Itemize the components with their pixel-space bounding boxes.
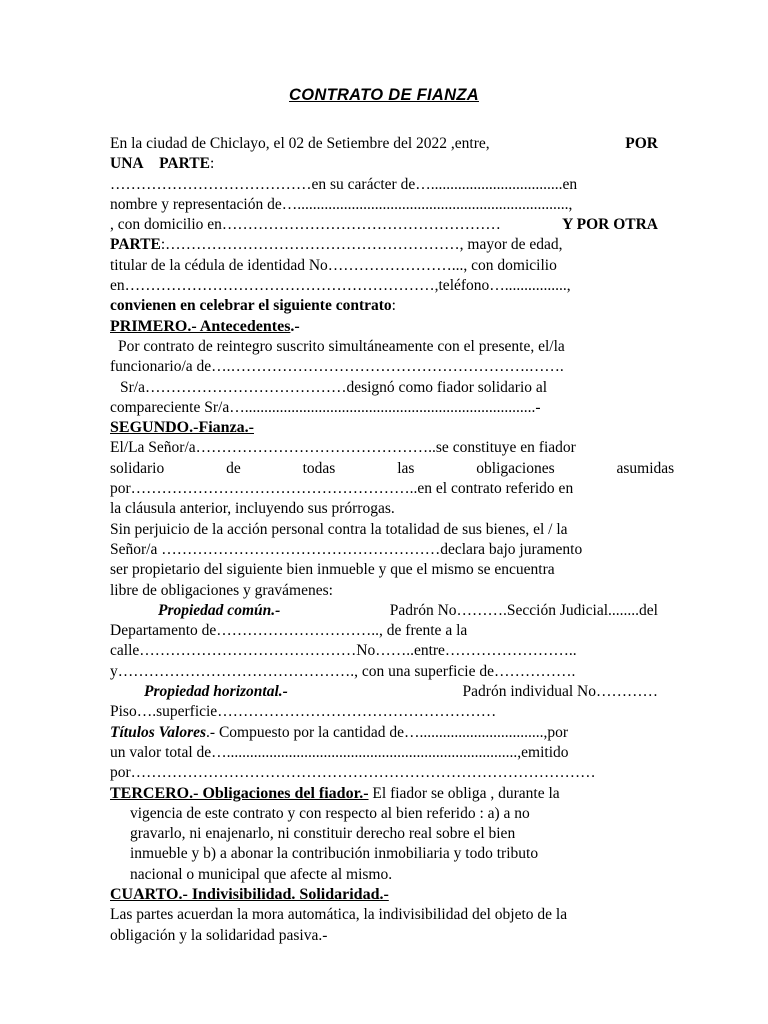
party-line-3 [110,215,658,235]
primero-suffix: .- [290,317,300,335]
segundo-p1-line-4: la cláusula anterior, incluyendo sus prórrogas. [110,500,395,518]
tercero-line-1: El fiador se obliga , durante la [372,784,560,802]
propiedad-horizontal-padron: Padrón individual No………… [462,683,658,701]
propiedad-comun-padron: Padrón No……….Sección Judicial........del [389,601,658,619]
intro-text: En la ciudad de Chiclayo, el 02 de Setiembre del 2022 ,entre, [110,135,490,152]
cuarto-line-2: obligación y la solidaridad pasiva.- [110,926,328,944]
party-line-1: …………………………………en su carácter de…..................................en [110,175,578,193]
intro-por: POR [625,135,658,152]
tercero-line-5: nacional o municipal que afecte al mismo. [130,865,393,883]
document-title: CONTRATO DE FIANZA [289,86,479,104]
segundo-p1-line-1: El/La Señor/a………………………………………..se constituye en fiador [110,439,576,457]
tercero-title: TERCERO.- Obligaciones del fiador.- [110,784,369,802]
party-por-otra: Y POR OTRA [562,216,658,234]
segundo-p1-line-3: por………………………………………………..en el contrato referido en [110,480,574,498]
party-line-7 [110,296,658,316]
segundo-title: SEGUNDO.-Fianza.- [110,419,254,437]
party-parte: PARTE [110,236,161,254]
party-line-2: nombre y representación de…......................................................................, [110,195,573,213]
primero-line-1: Por contrato de reintegro suscrito simultáneamente con el presente, el/la [118,337,565,355]
propiedad-comun-line-1 [110,601,658,621]
cuarto-title: CUARTO.- Indivisibilidad. Solidaridad.- [110,885,389,903]
segundo-p2-line-2: Señor/a ………………………………………………declara bajo juramento [110,540,583,558]
party-domicilio: , con domicilio en……………………………………………… [110,216,501,234]
propiedad-comun-line-3: calle……………………………………No……..entre…………………….. [110,642,577,660]
intro-colon: : [209,155,215,173]
propiedad-horizontal-line-2: Piso….superficie……………………………………………… [110,703,497,721]
intro-parte: PARTE [159,155,210,173]
propiedad-comun-line-4: y………………………………………., con una superficie de……………. [110,662,576,680]
segundo-p1-line-2: solidario de todas las obligaciones asumidas [110,459,675,477]
intro-line-2 [110,154,658,174]
tercero-line-4: inmueble y b) a abonar la contribución inmobiliaria y todo tributo [130,845,539,863]
propiedad-comun-line-2: Departamento de………………………….., de frente a la [110,622,468,640]
party-line-5: titular de la cédula de identidad No……………………..., con domicilio [110,256,557,274]
segundo-p2-line-3: ser propietario del siguiente bien inmueble y que el mismo se encuentra [110,561,555,579]
section-cuarto-heading [110,885,658,905]
segundo-p2-line-4: libre de obligaciones y gravámenes: [110,581,333,599]
titulos-valores-cantidad: .- Compuesto por la cantidad de…................................,por [206,723,569,741]
section-segundo-heading [110,418,658,438]
titulos-valores-line-1 [110,723,658,743]
tercero-line-2: vigencia de este contrato y con respecto al bien referido : a) a no [130,804,530,822]
titulos-valores-line-2: un valor total de…...........................................................................,emitido [110,743,569,761]
party-line-4 [110,235,658,255]
primero-line-2: funcionario/a de….………………………………………………….……. [110,358,564,376]
propiedad-horizontal-line-1 [110,682,658,702]
titulos-valores-line-3: por……………………………………………………………………………… [110,764,596,782]
propiedad-horizontal-label: Propiedad horizontal.- [144,683,288,701]
section-primero-heading [110,317,658,337]
section-tercero-heading [110,784,658,804]
cuarto-line-1: Las partes acuerdan la mora automática, la indivisibilidad del objeto de la [110,906,568,924]
primero-line-3: Sr/a…………………………………designó como fiador solidario al [120,378,548,396]
party-mayor-edad: :…………………………………………………, mayor de edad, [160,236,563,254]
intro-line-1 [110,134,658,154]
titulos-valores-label: Títulos Valores [110,723,207,741]
primero-title: PRIMERO.- Antecedentes [110,317,291,335]
propiedad-comun-label: Propiedad común.- [158,601,281,619]
contract-body [110,134,675,946]
party-convienen: convienen en celebrar el siguiente contrato [110,297,392,315]
intro-una: UNA [110,155,144,173]
party-line-6: en……………………………………………………,teléfono…................, [110,277,571,295]
party-colon: : [391,297,396,315]
tercero-line-3: gravarlo, ni enajenarlo, ni constituir derecho real sobre el bien [130,825,516,843]
segundo-p2-line-1: Sin perjuicio de la acción personal contra la totalidad de sus bienes, el / la [110,520,568,538]
primero-line-4: compareciente Sr/a…...........................................................................- [110,398,541,416]
